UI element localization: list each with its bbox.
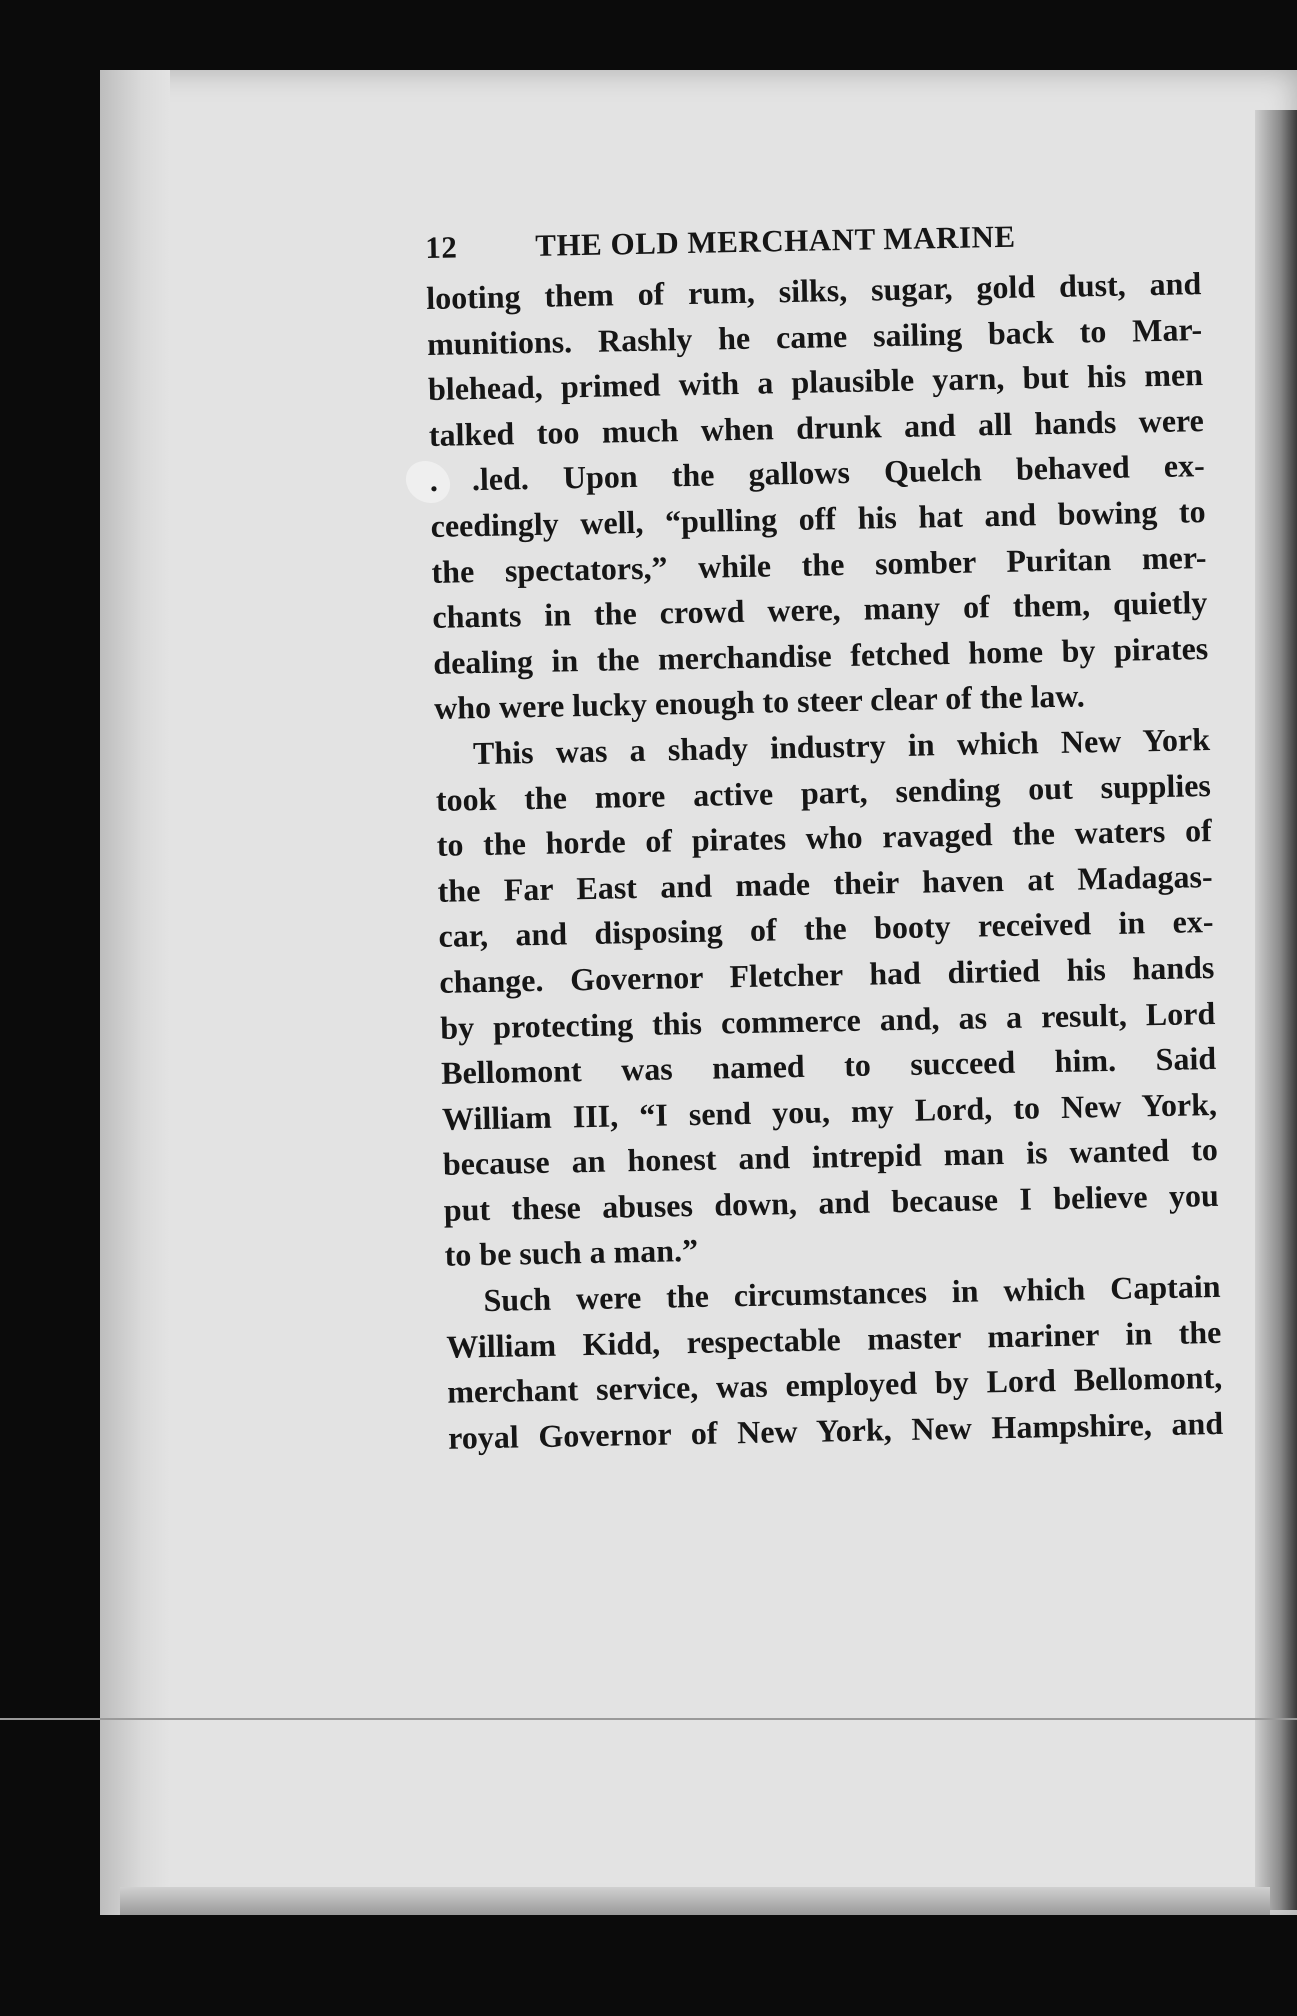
text-line: munitions. Rashly he came sailing back to Mar- — [426, 310, 1203, 362]
text-line: who were lucky enough to steer clear of the law. — [433, 677, 1086, 727]
text-line: took the more active part, sending out supplies — [435, 766, 1212, 818]
text-line: dealing in the merchandise fetched home by pirates — [432, 629, 1209, 681]
text-line: to the horde of pirates who ravaged the waters of — [436, 812, 1213, 864]
text-line: chants in the crowd were, many of them, quietly — [432, 584, 1208, 636]
text-block — [425, 215, 1223, 1461]
text-line: change. Governor Fletcher had dirtied his hands — [439, 948, 1215, 1000]
text-line: merchant service, was employed by Lord Bellomont, — [446, 1359, 1223, 1411]
text-line: to be such a man.” — [444, 1232, 699, 1274]
page-edge — [1255, 110, 1297, 1910]
body-text — [426, 261, 1224, 1461]
text-line: talked too much when drunk and all hands were — [428, 401, 1205, 453]
text-line: Bellomont was named to succeed him. Said — [440, 1040, 1217, 1091]
page-bottom-edge — [120, 1887, 1270, 1915]
text-line: Such were the circumstances in which Captain — [483, 1267, 1221, 1319]
page-gutter — [100, 70, 170, 1915]
page-number: 12 — [425, 229, 458, 265]
running-head: THE OLD MERCHANT MARINE — [534, 218, 1016, 263]
text-line: ceedingly well, “pulling off his hat and bowing to — [430, 493, 1206, 544]
text-line: blehead, primed with a plausible yarn, but his men — [427, 356, 1204, 408]
text-line: the spectators,” while the somber Puritan mer- — [431, 538, 1207, 590]
text-line: the Far East and made their haven at Madagas- — [437, 857, 1213, 909]
text-line: looting them of rum, silks, sugar, gold dust, and — [425, 265, 1202, 316]
text-line: because an honest and intrepid man is wanted to — [442, 1131, 1219, 1183]
scan-line — [0, 1718, 1297, 1720]
text-line: . .led. Upon the gallows Quelch behaved ex- — [429, 447, 1206, 499]
text-line: put these abuses down, and because I believe you — [443, 1176, 1220, 1228]
text-line: William Kidd, respectable master mariner in the — [446, 1313, 1222, 1365]
text-line: William III, “I send you, my Lord, to New York, — [441, 1085, 1218, 1137]
text-line: car, and disposing of the booty received in ex- — [438, 903, 1214, 955]
text-line: This was a shady industry in which New York — [472, 720, 1211, 772]
text-line: royal Governor of New York, New Hampshire, and — [447, 1404, 1224, 1456]
text-line: by protecting this commerce and, as a result, Lord — [439, 994, 1216, 1046]
